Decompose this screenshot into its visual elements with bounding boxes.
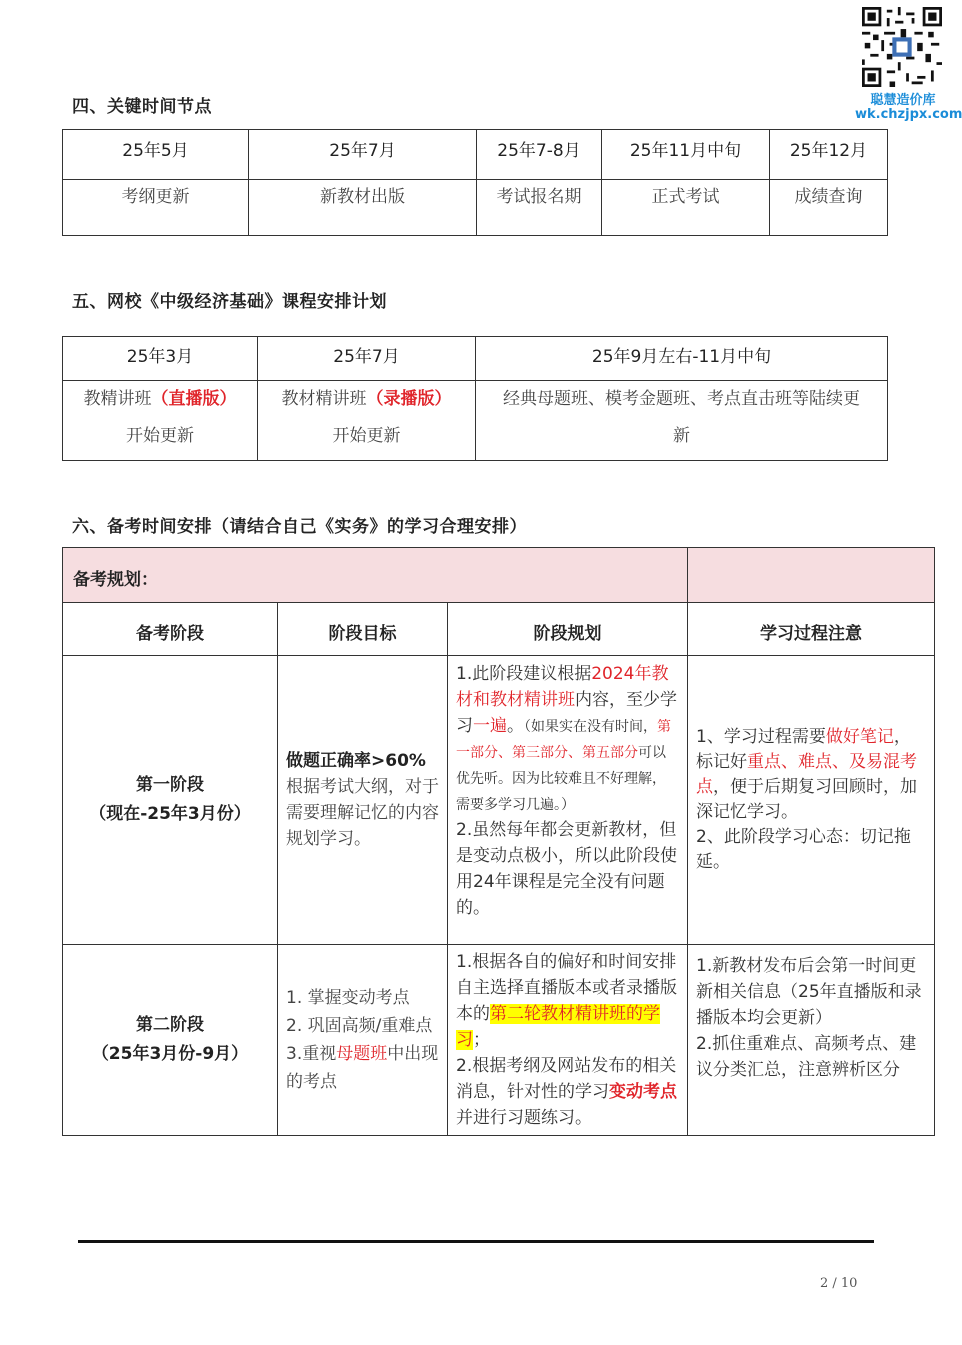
stage2-goal	[278, 945, 448, 1136]
key-dates-table	[62, 129, 888, 236]
stage1-plan1-note2: 可以优先听。因为比较难且不好理解，需要多学习几遍。）	[456, 745, 666, 813]
stage1-name: 第一阶段	[136, 775, 204, 795]
course-mode: （录播版）	[366, 389, 452, 409]
stage1-note1-text: 1、学习过程需要	[696, 727, 826, 747]
course-plan-cell-1	[63, 381, 258, 461]
stage1-plan1-note: （如果实在没有时间，	[524, 719, 657, 735]
course-list: 经典母题班、模考金题班、考点直击班等陆续更	[503, 389, 860, 409]
key-date-event: 成绩查询	[770, 180, 888, 236]
stage2-goal2: 2. 巩固高频/重难点	[286, 1016, 433, 1036]
stage2-plan1-highlight: 第二轮教材精讲班的学习	[456, 1004, 660, 1050]
course-plan-cell-2	[258, 381, 476, 461]
stage2-plan2-red: 变动考点	[609, 1082, 677, 1102]
stage2-plan2-text2: 并进行习题练习。	[456, 1108, 592, 1128]
stage2-goal1: 1. 掌握变动考点	[286, 988, 410, 1008]
stage2-note2: 2.抓住重难点、高频考点、建议分类汇总，注意辨析区分	[696, 1034, 917, 1080]
watermark-url[interactable]: wk.chzjpx.com	[855, 107, 962, 122]
course-plan-cell-3	[476, 381, 888, 461]
plan-label: 备考规划：	[63, 548, 688, 603]
stage2-note1: 1.新教材发布后会第一时间更新相关信息（25年直播版和录播版本均会更新）	[696, 956, 922, 1028]
key-date-event: 正式考试	[602, 180, 770, 236]
stage1-note1-red2: 重点、难点、及易混考点	[696, 752, 917, 797]
stage1-plan1-text2: 内容，至少学习	[456, 690, 677, 736]
stage1-goal-target: 做题正确率>60%	[286, 751, 426, 771]
stage1-goal	[278, 656, 448, 945]
stage1-range: （现在-25年3月份）	[89, 804, 251, 824]
stage2-cell	[63, 945, 278, 1136]
stage2-plan1-end: ；	[473, 1030, 490, 1050]
section6-title: 六、备考时间安排（请结合自己《实务》的学习合理安排）	[72, 517, 527, 537]
course-mode: （直播版）	[151, 389, 237, 409]
stage1-plan	[448, 656, 688, 945]
schedule-header: 学习过程注意	[688, 603, 935, 656]
stage2-range: （25年3月份-9月）	[91, 1044, 249, 1064]
qr-code-image	[862, 7, 942, 87]
stage2-goal3-text2: 中出现的考点	[286, 1044, 439, 1092]
key-date-header: 25年12月	[770, 130, 888, 180]
schedule-header: 备考阶段	[63, 603, 278, 656]
watermark-brand: 聪慧造价库	[870, 93, 936, 108]
key-date-header: 25年7月	[249, 130, 477, 180]
stage2-name: 第二阶段	[136, 1015, 204, 1035]
stage1-note2: 2、此阶段学习心态：切记拖延。	[696, 827, 911, 872]
key-date-header: 25年11月中旬	[602, 130, 770, 180]
course-name: 教精讲班	[83, 389, 152, 409]
footer-rule	[78, 1240, 874, 1243]
key-date-header: 25年7-8月	[477, 130, 602, 180]
stage1-cell	[63, 656, 278, 945]
plan-label-empty	[688, 548, 935, 603]
course-plan-header: 25年9月左右-11月中旬	[476, 337, 888, 381]
course-plan-table	[62, 336, 888, 461]
stage2-goal3-red: 母题班	[336, 1044, 388, 1064]
stage1-plan2: 2.虽然每年都会更新教材，但是变动点极小，所以此阶段使用24年课程是完全没有问题的。	[456, 820, 677, 918]
section4-title: 四、关键时间节点	[72, 97, 212, 117]
schedule-header: 阶段目标	[278, 603, 448, 656]
stage1-note1-text3: ，便于后期复习回顾时，加深记忆学习。	[696, 777, 917, 822]
course-name: 教材精讲班	[281, 389, 367, 409]
key-date-header: 25年5月	[63, 130, 249, 180]
course-plan-header: 25年7月	[258, 337, 476, 381]
section5-title: 五、网校《中级经济基础》课程安排计划	[72, 292, 387, 312]
course-status: 开始更新	[332, 426, 401, 446]
key-date-event: 考纲更新	[63, 180, 249, 236]
stage1-plan1-red: 2024年教材和教材精讲班	[456, 664, 669, 710]
course-plan-header: 25年3月	[63, 337, 258, 381]
key-date-event: 新教材出版	[249, 180, 477, 236]
stage2-goal3-text: 3.重视	[286, 1044, 337, 1064]
page-number: 2 / 10	[820, 1276, 858, 1291]
stage1-note1-red: 做好笔记	[825, 727, 894, 747]
stage1-goal-text: 根据考试大纲，对于需要理解记忆的内容规划学习。	[286, 777, 439, 849]
stage1-plan1-red2: 一遍	[473, 716, 507, 736]
stage2-plan	[448, 945, 688, 1136]
stage1-plan1-text: 1.此阶段建议根据	[456, 664, 592, 684]
course-list-cont: 新	[673, 426, 690, 446]
stage2-plan2-text: 2.根据考纲及网站发布的相关消息，针对性的学习	[456, 1056, 677, 1102]
study-schedule-table	[62, 547, 935, 1136]
course-status: 开始更新	[126, 426, 194, 446]
schedule-header: 阶段规划	[448, 603, 688, 656]
stage2-notes	[688, 945, 935, 1136]
stage1-plan1-parts: 第一部分、第三部分、第五部分	[456, 719, 671, 761]
stage1-notes	[688, 656, 935, 945]
stage1-note1-text2: ，标记好	[696, 727, 911, 772]
stage1-plan1-end: 。	[507, 716, 524, 736]
stage2-plan1-text: 1.根据各自的偏好和时间安排自主选择直播版本或者录播版本的	[456, 952, 677, 1024]
key-date-event: 考试报名期	[477, 180, 602, 236]
